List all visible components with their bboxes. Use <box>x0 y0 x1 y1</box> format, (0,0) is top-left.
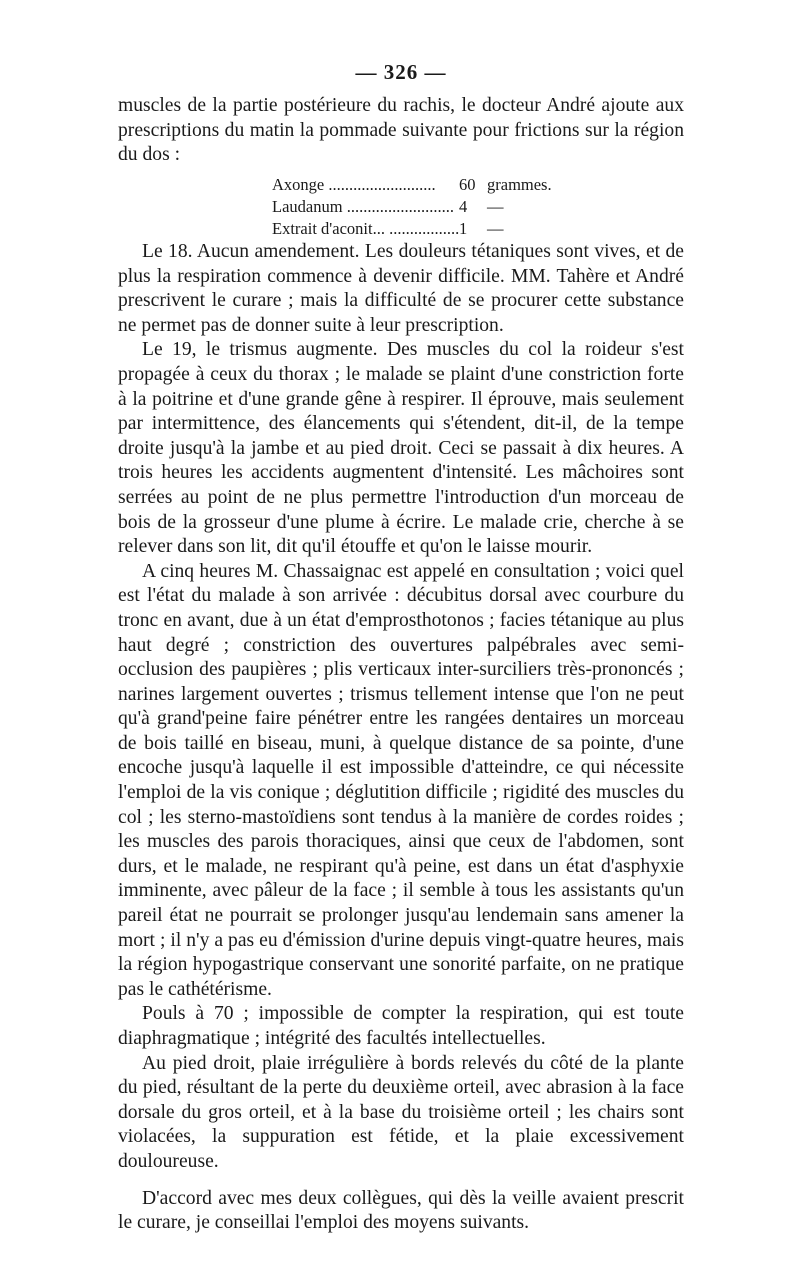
paragraph-intro: muscles de la partie postérieure du rachis, le docteur André ajoute aux prescriptions du matin la pommade suivante pour frictions sur la région du dos : <box>118 95 684 166</box>
formula-quantity: 4 <box>459 197 468 216</box>
formula-ingredient: Extrait d'aconit... ..... <box>272 218 459 240</box>
formula-row <box>272 218 587 240</box>
formula-quantity: 60 <box>459 175 476 194</box>
body-text <box>118 240 684 1236</box>
prescription-formula <box>272 174 587 240</box>
paragraph-agreement: D'accord avec mes deux collègues, qui dès la veille avaient prescrit le curare, je conseillai l'emploi des moyens suivants. <box>118 1187 684 1234</box>
formula-unit: — <box>487 197 504 216</box>
paragraph-pulse: Pouls à 70 ; impossible de compter la respiration, qui est toute diaphragmatique ; intégrité des facultés intellectuelles. <box>118 1003 684 1049</box>
paragraph-right-foot: Au pied droit, plaie irrégulière à bords relevés du côté de la plante du pied, résultant de la perte du deuxième orteil, avec abrasion à la face dorsale du gros orteil, et à la base du troisième orteil ; les chairs sont violacées, la suppuration est fétide, et la plaie excessivement douloureuse. <box>118 1052 684 1172</box>
paragraph-day-18: Le 18. Aucun amendement. Les douleurs tétaniques sont vives, et de plus la respiration commence à devenir difficile. MM. Tahère et André prescrivent le curare ; mais la difficulté de se procurer cette substance ne permet pas de donner suite à leur prescription. <box>118 241 684 336</box>
page-number: — 326 — <box>355 60 447 84</box>
formula-row <box>272 196 587 218</box>
formula-unit: grammes. <box>487 175 552 194</box>
formula-quantity: 1 <box>459 219 468 238</box>
formula-ingredient: Laudanum ..... <box>272 196 459 218</box>
formula-ingredient: Axonge ..... <box>272 174 459 196</box>
formula-row <box>272 174 587 196</box>
paragraph-five-oclock: A cinq heures M. Chassaignac est appelé en consultation ; voici quel est l'état du malade à son arrivée : décubitus dorsal avec courbure du tronc en avant, due à un état d'emprosthotonos ; facies tétanique au plus haut degré ; constriction des ouvertures palpébrales avec semi-occlusion des paupières ; plis verticaux inter-surciliers très-prononcés ; narines largement ouvertes ; trismus tellement intense que l'on ne peut qu'à grand'peine faire pénétrer entre les rangées dentaires un morceau de bois taillé en biseau, muni, à quelque distance de sa pointe, d'une encoche jusqu'à laquelle il est impossible d'atteindre, ce qui nécessite l'emploi de la vis conique ; déglutition difficile ; rigidité des muscles du col ; les sterno-mastoïdiens sont tendus à la manière de cordes roides ; les muscles des parois thoraciques, ainsi que ceux de l'abdomen, sont durs, et le malade, ne respirant qu'à peine, est dans un état d'asphyxie imminente, avec pâleur de la face ; il semble à tous les assistants qu'un pareil état ne pourrait se prolonger jusqu'au lendemain sans amener la mort ; il n'y a pas eu d'émission d'urine depuis vingt-quatre heures, mais la région hypogastrique conservant une sonorité parfaite, on ne pratique pas le cathétérisme. <box>118 560 684 1000</box>
paragraph-day-19: Le 19, le trismus augmente. Des muscles du col la roideur s'est propagée à ceux du thorax ; le malade se plaint d'une constriction forte à la poitrine et d'une grande gêne à respirer. Il éprouve, mais seulement par intermittence, des élancements qui s'étendent, dit-il, de la tempe droite jusqu'à la jambe et au pied droit. Ceci se passait à dix heures. A trois heures les accidents augmentent d'intensité. Les mâchoires sont serrées au point de ne plus permettre l'introduction d'un morceau de bois de la grosseur d'une plume à écrire. Le malade crie, cherche à se relever dans son lit, dit qu'il étouffe et qu'on le laisse mourir. <box>118 339 684 558</box>
formula-unit: — <box>487 219 504 238</box>
